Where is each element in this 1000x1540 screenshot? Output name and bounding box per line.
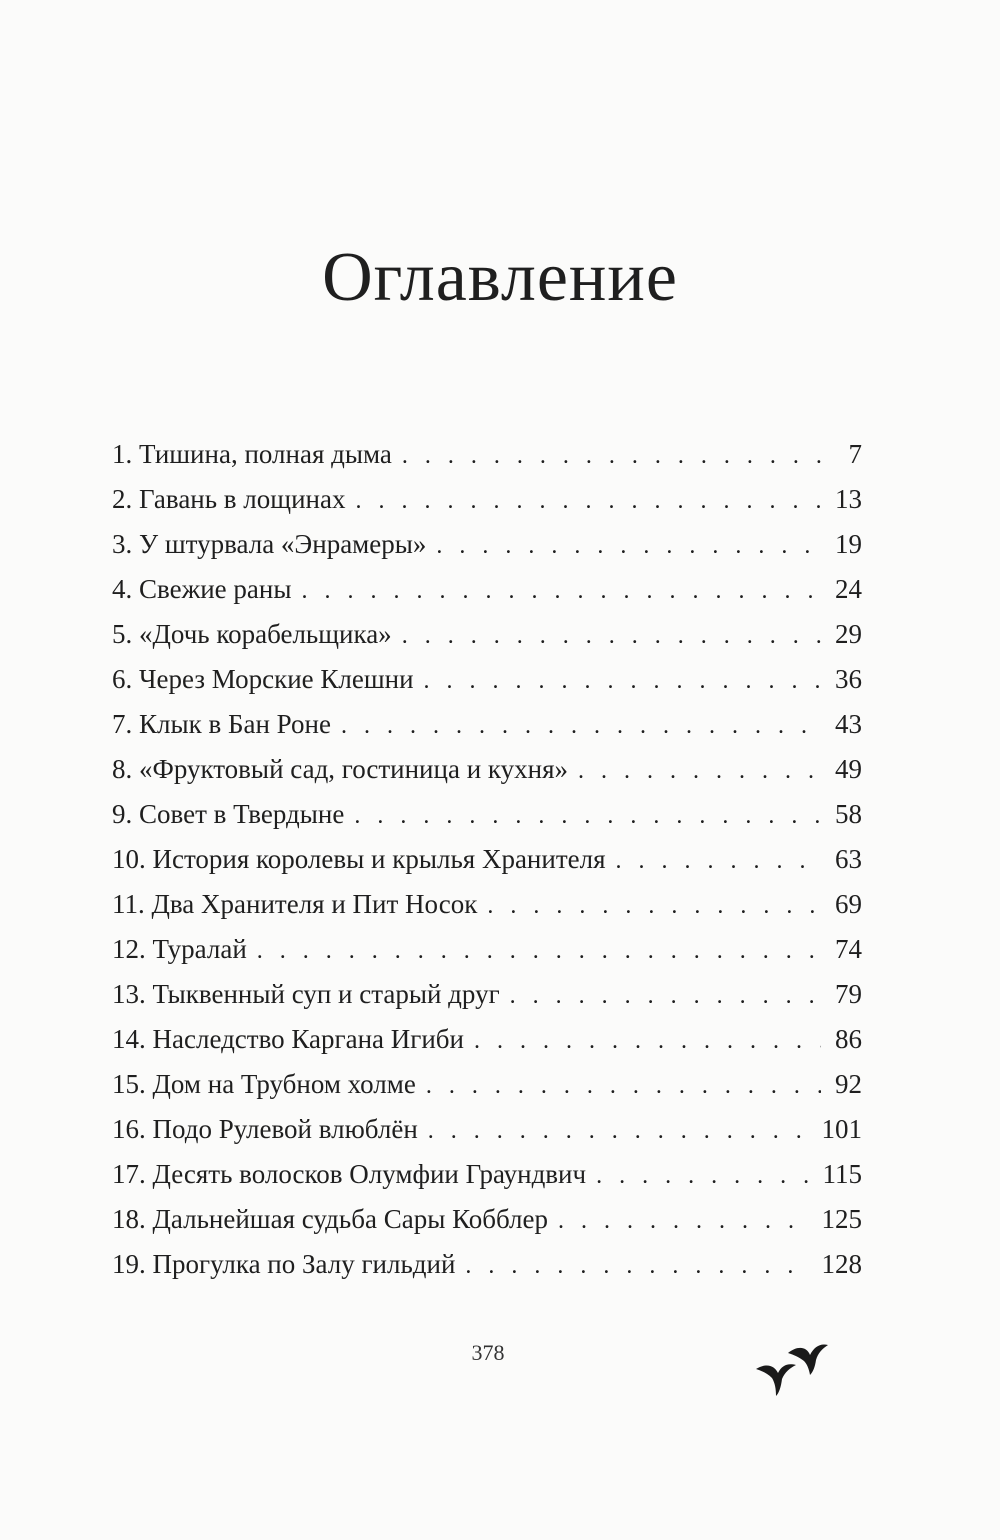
flying-birds-icon: [752, 1335, 830, 1397]
dot-leader: [436, 524, 821, 569]
dot-leader: [426, 1064, 821, 1109]
toc-entry-title: 4. Свежие раны: [112, 574, 292, 604]
dot-leader: [510, 974, 821, 1019]
page-title: Оглавление: [322, 239, 678, 316]
toc-entry-title: 5. «Дочь корабельщика»: [112, 619, 392, 649]
toc-entry-title: 18. Дальнейшая судьба Сары Кобблер: [112, 1204, 549, 1234]
toc-entry-page: 115: [822, 1159, 862, 1189]
toc-entry-page: 101: [821, 1114, 862, 1144]
toc-entry[interactable]: [112, 1242, 862, 1287]
dot-leader: [465, 1244, 807, 1289]
toc-entry[interactable]: [112, 522, 862, 567]
toc-entry[interactable]: [112, 747, 862, 792]
toc-entry-title: 7. Клык в Бан Роне: [112, 709, 331, 739]
toc-entry-page: 49: [835, 754, 862, 784]
dot-leader: [302, 569, 822, 614]
dot-leader: [354, 794, 821, 839]
toc-entry-title: 1. Тишина, полная дыма: [112, 439, 392, 469]
toc-entry[interactable]: [112, 432, 862, 477]
toc-entry[interactable]: [112, 882, 862, 927]
toc-entry[interactable]: [112, 927, 862, 972]
toc-entry[interactable]: [112, 1197, 862, 1242]
toc-entry-page: 58: [835, 799, 862, 829]
toc-entry[interactable]: [112, 477, 862, 522]
toc-entry-title: 16. Подо Рулевой влюблён: [112, 1114, 418, 1144]
dot-leader: [402, 434, 835, 479]
toc-entry-title: 10. История королевы и крылья Хранителя: [112, 844, 606, 874]
toc-entry-page: 92: [835, 1069, 862, 1099]
toc-entry[interactable]: [112, 1152, 862, 1197]
toc-entry-page: 86: [835, 1024, 862, 1054]
dot-leader: [428, 1109, 808, 1154]
toc-entry-title: 15. Дом на Трубном холме: [112, 1069, 416, 1099]
toc-entry[interactable]: [112, 792, 862, 837]
dot-leader: [558, 1199, 807, 1244]
toc-entry[interactable]: [112, 702, 862, 747]
dot-leader: [355, 479, 821, 524]
toc-entry-title: 6. Через Морские Клешни: [112, 664, 414, 694]
toc-entry-title: 11. Два Хранителя и Пит Носок: [112, 889, 478, 919]
toc-entry-page: 69: [835, 889, 862, 919]
toc-entry-title: 13. Тыквенный суп и старый друг: [112, 979, 500, 1009]
toc-entry[interactable]: [112, 837, 862, 882]
toc-entry[interactable]: [112, 567, 862, 612]
toc-entry-page: 13: [835, 484, 862, 514]
dot-leader: [596, 1154, 808, 1199]
toc-entry-title: 8. «Фруктовый сад, гостиница и кухня»: [112, 754, 568, 784]
toc-entry-title: 3. У штурвала «Энрамеры»: [112, 529, 427, 559]
dot-leader: [578, 749, 821, 794]
toc-entry-title: 17. Десять волосков Олумфии Граундвич: [112, 1159, 587, 1189]
toc-entry-page: 128: [821, 1249, 862, 1279]
toc-entry[interactable]: [112, 612, 862, 657]
toc-entry[interactable]: [112, 1107, 862, 1152]
dot-leader: [402, 614, 821, 659]
page-number: 378: [471, 1340, 505, 1365]
table-of-contents: [112, 432, 862, 1287]
toc-entry-title: 14. Наследство Каргана Игиби: [112, 1024, 464, 1054]
toc-entry-page: 43: [835, 709, 862, 739]
toc-entry-page: 24: [835, 574, 862, 604]
toc-entry-page: 63: [835, 844, 862, 874]
toc-entry-page: 19: [835, 529, 862, 559]
toc-entry[interactable]: [112, 1062, 862, 1107]
dot-leader: [257, 929, 821, 974]
toc-entry-title: 9. Совет в Твердыне: [112, 799, 345, 829]
toc-entry-page: 79: [835, 979, 862, 1009]
toc-entry-page: 125: [821, 1204, 862, 1234]
toc-entry[interactable]: [112, 657, 862, 702]
toc-entry[interactable]: [112, 972, 862, 1017]
dot-leader: [424, 659, 821, 704]
dot-leader: [474, 1019, 821, 1064]
dot-leader: [487, 884, 821, 929]
dot-leader: [616, 839, 821, 884]
toc-entry[interactable]: [112, 1017, 862, 1062]
toc-entry-title: 12. Туралай: [112, 934, 247, 964]
toc-entry-title: 2. Гавань в лощинах: [112, 484, 346, 514]
toc-entry-title: 19. Прогулка по Залу гильдий: [112, 1249, 456, 1279]
toc-entry-page: 7: [848, 439, 862, 469]
dot-leader: [341, 704, 821, 749]
toc-entry-page: 74: [835, 934, 862, 964]
toc-entry-page: 36: [835, 664, 862, 694]
toc-entry-page: 29: [835, 619, 862, 649]
